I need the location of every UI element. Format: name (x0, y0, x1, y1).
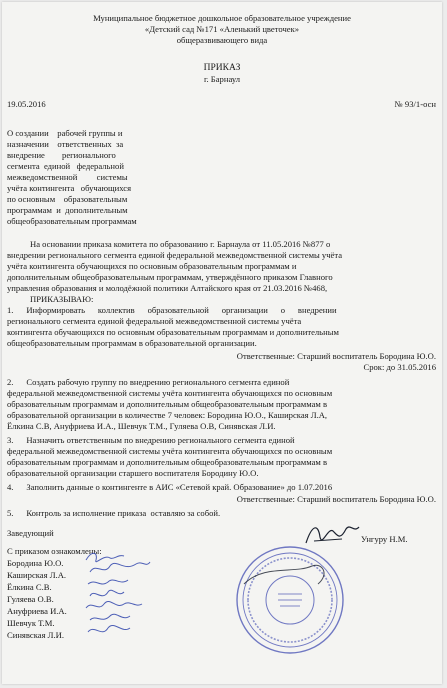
item-line: образовательной организации в количестве 7 человек: Бородина Ю.О., Каширская Л.А, (7, 410, 328, 420)
item-4-responsible: Ответственные: Старший воспитатель Бородина Ю.О. (236, 494, 436, 504)
intro-line: внедрении регионального сегмента единой федеральной межведомственной системы учёта (7, 250, 343, 260)
acquainted-title: С приказом ознакомлены: (7, 546, 102, 556)
item-line: общеобразовательным программам в образовательной организации. (7, 338, 257, 348)
item-line: федеральной межведомственной системы учёта контингента обучающихся по основным (7, 446, 333, 456)
item-line: 3. Назначить ответственным по внедрению регионального сегмента единой (7, 435, 295, 445)
organization-stamp (234, 544, 346, 656)
acquainted-name: Ёлкина С.В. (7, 582, 52, 592)
document-page (2, 2, 442, 684)
intro-line: управления образования и молодёжной политики Алтайского края от 21.03.2016 №468, (7, 283, 328, 293)
intro-line: учёта контингента обучающихся по основным образовательным программам и (7, 261, 297, 271)
subject-line: внедрение регионального (7, 150, 116, 160)
subject-line: учёта контингента обучающихся (7, 183, 132, 193)
subject-line: по основным образовательным (7, 194, 128, 204)
document-date: 19.05.2016 (7, 99, 46, 109)
acquainted-name: Бородина Ю.О. (7, 558, 64, 568)
subject-line: программам и дополнительным (7, 205, 128, 215)
org-header-line-2: «Детский сад №171 «Аленький цветочек» (144, 24, 300, 34)
item-5: 5. Контроль за исполнение приказа оставляю за собой. (7, 508, 221, 518)
order-word: ПРИКАЗЫВАЮ: (30, 294, 94, 304)
item-line: образовательным программам и дополнительным общеобразовательным программам в (7, 399, 328, 409)
document-type: ПРИКАЗ (203, 63, 241, 73)
item-line: 1. Информировать коллектив образовательной организации о внедрении (7, 305, 337, 315)
acquainted-name: Синявская Л.И. (7, 630, 64, 640)
document-number: № 93/1-осн (394, 99, 436, 109)
intro-line: дополнительным общеобразовательным программам, утверждённого приказом Главного (7, 272, 333, 282)
subject-line: назначении ответственных за (7, 139, 124, 149)
item-4: 4. Заполнить данные о контингенте в АИС «Сетевой край. Образование» до 1.07.2016 (7, 482, 333, 492)
intro-line: На основании приказа комитета по образованию г. Барнаула от 11.05.2016 №877 о (30, 239, 331, 249)
item-line: 2. Создать рабочую группу по внедрению регионального сегмента единой (7, 377, 290, 387)
item-line: образовательной организации старшего воспитателя Бородину Ю.О. (7, 468, 259, 478)
subject-line: О создании рабочей группы и (7, 128, 123, 138)
item-line: Ёлкина С.В, Ануфриева И.А., Шевчук Т.М., Гуляева О.В, Синявская Л.И. (7, 421, 276, 431)
item-1-deadline: Срок: до 31.05.2016 (363, 362, 436, 372)
subject-line: сегмента единой федеральной (7, 161, 124, 171)
head-title: Заведующий (7, 528, 54, 538)
subject-line: межведомственной системы (7, 172, 128, 182)
acquainted-name: Ануфриева И.А. (7, 606, 67, 616)
acquainted-name: Шевчук Т.М. (7, 618, 55, 628)
subject-line: общеобразовательным программам (7, 216, 137, 226)
item-line: контингента обучающихся по основным образовательным программам и дополнительным (7, 327, 339, 337)
org-header-line-3: общеразвивающего вида (176, 35, 268, 45)
item-1-responsible: Ответственные: Старший воспитатель Бородина Ю.О. (236, 351, 436, 361)
org-header-line-1: Муниципальное бюджетное дошкольное образовательное учреждение (93, 13, 351, 23)
acquaintance-signatures-image (84, 548, 154, 640)
head-name: Унгуру Н.М. (361, 534, 408, 544)
item-line: федеральной межведомственной системы учёта контингента обучающихся по основным (7, 388, 333, 398)
acquainted-name: Гуляева О.В. (7, 594, 54, 604)
item-line: образовательным программам и дополнительным общеобразовательным программам в (7, 457, 328, 467)
document-city: г. Барнаул (203, 74, 241, 84)
acquainted-name: Каширская Л.А. (7, 570, 67, 580)
item-line: регионального сегмента единой федеральной межведомственной системы учёта (7, 316, 302, 326)
